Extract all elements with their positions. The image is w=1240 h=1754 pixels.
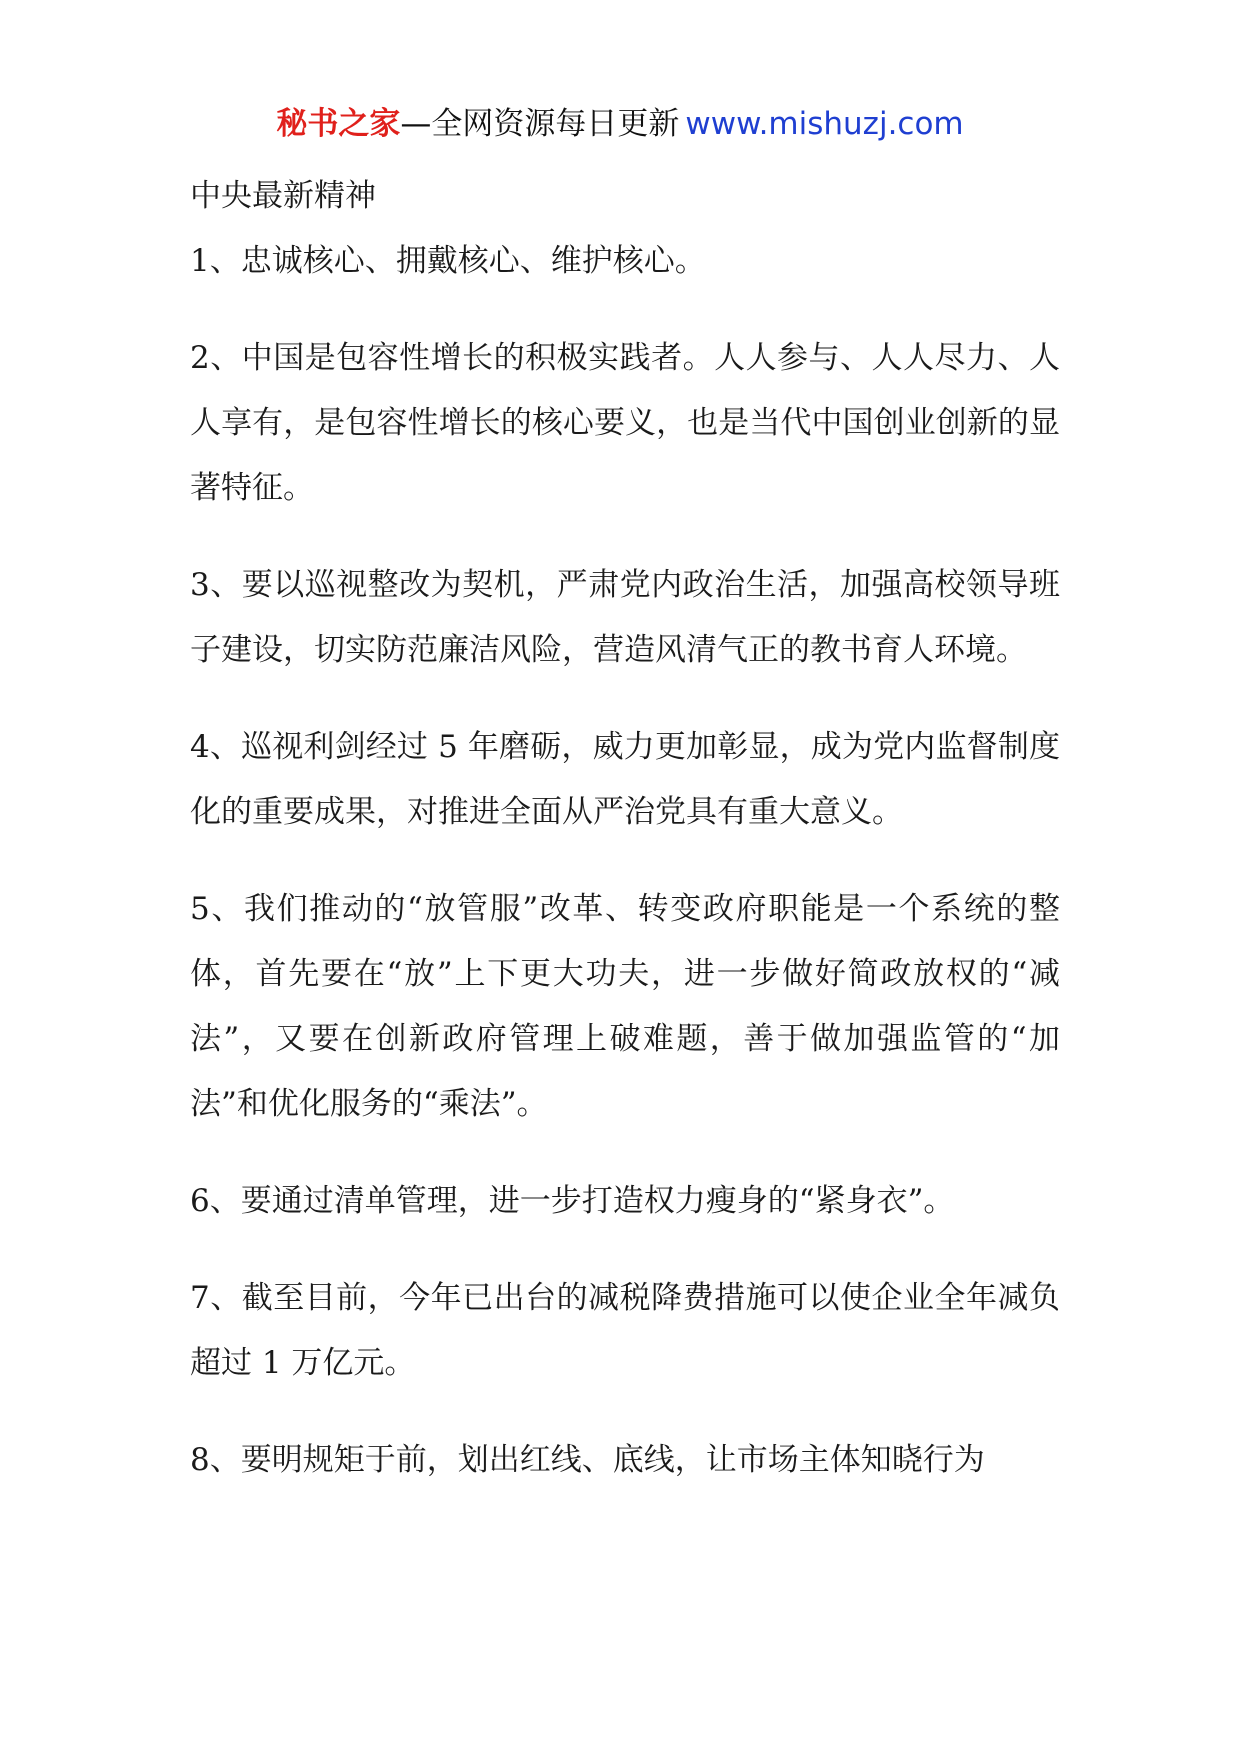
- paragraph-1: 1、忠诚核心、拥戴核心、维护核心。: [190, 243, 706, 279]
- document-body: [190, 164, 1060, 1525]
- paragraph-2: 2、中国是包容性增长的积极实践者。人人参与、人人尽力、人人享有，是包容性增长的核心要义，也是当代中国创业创新的显著特征。: [190, 340, 1060, 506]
- paragraph-5: 5、我们推动的“放管服”改革、转变政府职能是一个系统的整体，首先要在“放”上下更大功夫，进一步做好简政放权的“减法”，又要在创新政府管理上破难题，善于做加强监管的“加法”和优化服务的“乘法”。: [190, 891, 1060, 1122]
- paragraph-6: 6、要通过清单管理，进一步打造权力瘦身的“紧身衣”。: [190, 1183, 955, 1219]
- header-slogan: —全网资源每日更新: [400, 106, 680, 142]
- site-url-link[interactable]: www.mishuzj.com: [685, 106, 964, 142]
- paragraph-3: 3、要以巡视整改为契机，严肃党内政治生活，加强高校领导班子建设，切实防范廉洁风险，营造风清气正的教书育人环境。: [190, 567, 1060, 668]
- paragraph-8: 8、要明规矩于前，划出红线、底线，让市场主体知晓行为: [190, 1442, 985, 1478]
- document-title: 中央最新精神: [190, 178, 376, 214]
- site-header: [0, 100, 1240, 148]
- brand-name: 秘书之家: [276, 106, 401, 142]
- paragraph-4: 4、巡视利剑经过 5 年磨砺，威力更加彰显，成为党内监督制度化的重要成果，对推进全面从严治党具有重大意义。: [190, 729, 1060, 830]
- paragraph-7: 7、截至目前，今年已出台的减税降费措施可以使企业全年减负超过 1 万亿元。: [190, 1280, 1060, 1381]
